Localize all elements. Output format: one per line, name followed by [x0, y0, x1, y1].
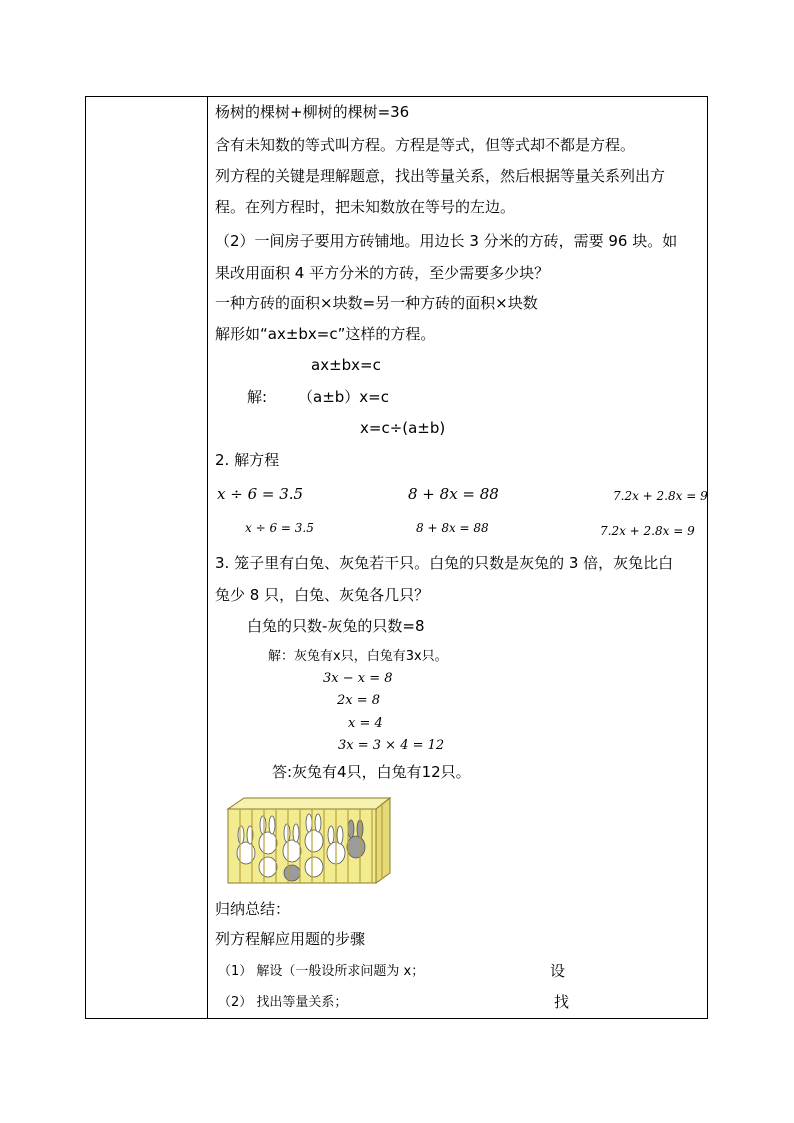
summary-title: 归纳总结：: [215, 900, 291, 918]
equation-c-small: 7.2x + 2.8x = 9: [600, 524, 695, 538]
key-point-line2: 程。在列方程时，把未知数放在等号的左边。: [215, 198, 516, 216]
form-equation: ax±bx=c: [311, 356, 381, 374]
equation-c: 7.2x + 2.8x = 9: [613, 489, 708, 503]
question3-relation: 白兔的只数-灰兔的只数=8: [247, 617, 425, 635]
step1-tag: 设: [550, 962, 566, 980]
equation-b-small: 8 + 8x = 88: [416, 521, 489, 535]
form-intro: 解形如“ax±bx=c”这样的方程。: [215, 325, 436, 343]
line-yang-liu: 杨树的棵树+柳树的棵树=36: [215, 103, 410, 121]
question3-line2: 兔少 8 只，白兔、灰兔各几只？: [215, 586, 430, 604]
equation-b: 8 + 8x = 88: [408, 485, 499, 503]
question2-relation: 一种方砖的面积×块数=另一种方砖的面积×块数: [215, 294, 538, 312]
rabbit-cage-illustration: [226, 795, 392, 885]
equation-a: x ÷ 6 = 3.5: [217, 485, 304, 503]
rabbit-cage-svg: [226, 795, 392, 885]
form-solution-label: 解:: [247, 388, 268, 406]
equation-a-small: x ÷ 6 = 3.5: [245, 521, 314, 535]
step2-text: （2） 找出等量关系；: [218, 995, 348, 1010]
column-divider: [207, 97, 208, 1018]
question3-step3: x = 4: [348, 716, 383, 731]
section2-title: 2. 解方程: [215, 451, 280, 469]
question3-answer: 答:灰兔有4只，白兔有12只。: [272, 763, 471, 781]
definition-equation: 含有未知数的等式叫方程。方程是等式，但等式却不都是方程。: [215, 136, 636, 154]
step1-text: （1） 解设（一般设所求问题为 x；: [218, 964, 425, 979]
step2-tag: 找: [554, 993, 570, 1011]
question3-line1: 3. 笼子里有白兔、灰兔若干只。白兔的只数是灰兔的 3 倍，灰兔比白: [215, 554, 674, 572]
form-step1: （a±b）x=c: [298, 388, 389, 406]
question3-step4: 3x = 3 × 4 = 12: [338, 738, 445, 753]
form-step2: x=c÷(a±b): [360, 419, 446, 437]
question3-step1: 3x − x = 8: [323, 671, 393, 686]
question3-solution-intro: 解：灰兔有x只，白兔有3x只。: [268, 649, 448, 664]
key-point-line1: 列方程的关键是理解题意，找出等量关系，然后根据等量关系列出方: [215, 167, 666, 185]
question2-line2: 果改用面积 4 平方分米的方砖，至少需要多少块？: [215, 264, 550, 282]
question3-step2: 2x = 8: [337, 693, 381, 708]
question2-line1: （2）一间房子要用方砖铺地。用边长 3 分米的方砖，需要 96 块。如: [215, 232, 678, 250]
summary-steps-title: 列方程解应用题的步骤: [215, 930, 366, 948]
